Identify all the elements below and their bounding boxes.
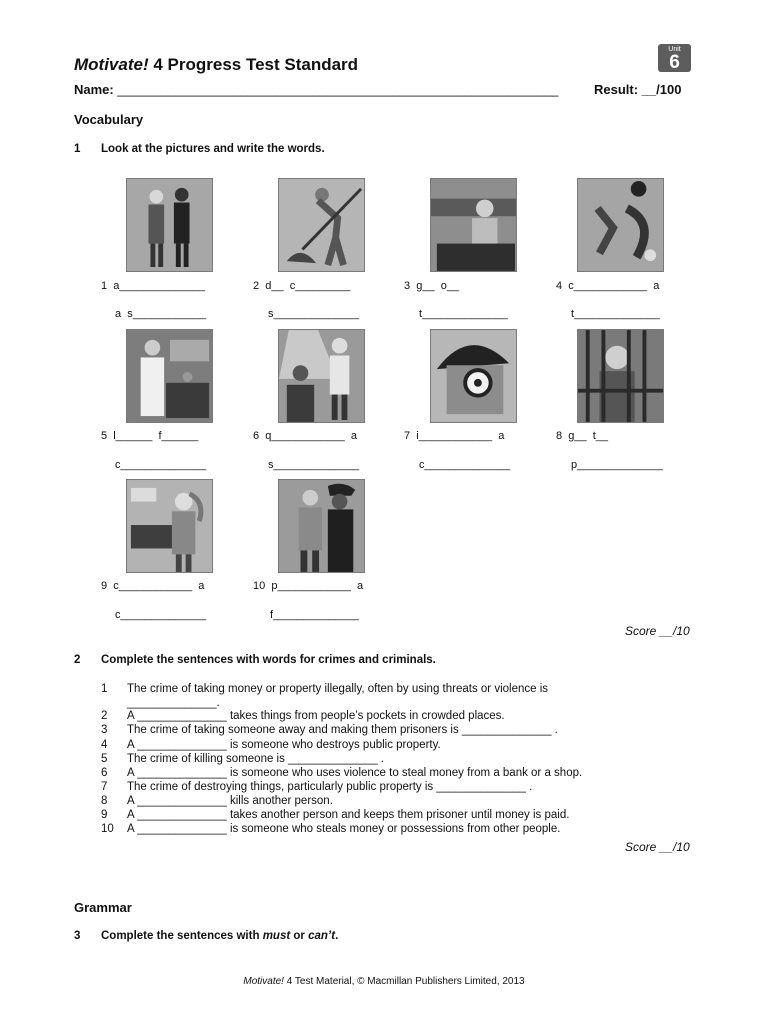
exercise-1-score: Score __/10	[625, 624, 690, 638]
title-text: 4 Progress Test Standard	[148, 55, 359, 74]
word-must: must	[262, 930, 291, 942]
item-8-line2: p______________	[571, 459, 663, 471]
item-7-line2: c______________	[419, 459, 511, 471]
sentence-row	[101, 683, 548, 695]
section-vocabulary: Vocabulary	[74, 112, 144, 127]
item-2-line2: s______________	[268, 308, 360, 320]
picture-2-digging	[278, 178, 365, 272]
sentence-row	[101, 710, 505, 722]
footer-text: 4 Test Material, © Macmillan Publishers Limited, 2013	[283, 976, 525, 987]
item-4-line2: t______________	[571, 308, 660, 320]
sentence-number: 8	[101, 795, 108, 807]
sentence-text: ______________.	[127, 697, 220, 709]
picture-8-jail	[577, 329, 664, 423]
item-6-line1: 6 q____________ a	[253, 430, 357, 442]
word-or: or	[290, 930, 309, 942]
item-1-line2: a s____________	[115, 308, 207, 320]
exercise-3-number: 3	[74, 930, 81, 942]
sentence-text: A ______________ takes things from people’s pockets in crowded places.	[127, 710, 505, 722]
sentence-number: 6	[101, 767, 108, 779]
sentence-number: 10	[101, 823, 114, 835]
page-footer	[0, 976, 768, 987]
sentence-row	[101, 767, 582, 779]
exercise-3-text-post: .	[335, 930, 339, 942]
footer-brand: Motivate!	[243, 976, 284, 987]
sentence-number: 5	[101, 753, 108, 765]
exercise-3-instruction	[74, 930, 338, 942]
word-cant: can’t	[308, 930, 336, 942]
exercise-1-instruction	[74, 143, 325, 155]
sentence-row	[101, 795, 333, 807]
item-9-line1: 9 c____________ a	[101, 580, 205, 592]
sentence-row	[101, 781, 532, 793]
exercise-2-number: 2	[74, 654, 81, 666]
unit-label: Unit	[668, 46, 681, 53]
sentence-row	[101, 697, 220, 709]
result-score: Result: __/100	[594, 82, 682, 97]
sentence-text: A ______________ is someone who destroys public property.	[127, 739, 441, 751]
sentence-row	[101, 739, 441, 751]
sentence-number: 3	[101, 724, 108, 736]
sentence-row	[101, 809, 569, 821]
sentence-row	[101, 724, 558, 736]
item-5-line2: c______________	[115, 459, 207, 471]
picture-6-question	[278, 329, 365, 423]
item-3-line2: t______________	[419, 308, 508, 320]
sentence-number: 9	[101, 809, 108, 821]
item-4-line1: 4 c____________ a	[556, 280, 660, 292]
item-10-line2: f______________	[270, 609, 359, 621]
sentence-number: 1	[101, 683, 108, 695]
exercise-2-score: Score __/10	[625, 840, 690, 854]
unit-number: 6	[669, 52, 680, 73]
sentence-number: 4	[101, 739, 108, 751]
picture-10-pickpocket	[278, 479, 365, 573]
sentence-row	[101, 823, 560, 835]
picture-1-arrest	[126, 178, 213, 272]
item-6-line2: s______________	[268, 459, 360, 471]
exercise-3-text-pre: Complete the sentences with	[101, 930, 263, 942]
sentence-text: The crime of taking someone away and making them prisoners is ______________ .	[127, 724, 558, 736]
picture-9-shoplifting	[126, 479, 213, 573]
picture-4-mugging	[577, 178, 664, 272]
sentence-text: A ______________ takes another person and keeps them prisoner until money is paid.	[127, 809, 570, 821]
exercise-2-text: Complete the sentences with words for crimes and criminals.	[101, 654, 436, 666]
name-label: Name:	[74, 82, 114, 97]
exercise-1-text: Look at the pictures and write the words.	[101, 143, 325, 155]
sentence-text: A ______________ is someone who steals money or possessions from other people.	[127, 823, 561, 835]
item-10-line1: 10 p____________ a	[253, 580, 364, 592]
picture-5-lie	[126, 329, 213, 423]
picture-7-investigate	[430, 329, 517, 423]
item-1-line1: 1 a______________	[101, 280, 205, 292]
page-title	[74, 55, 358, 75]
sentence-number: 2	[101, 710, 108, 722]
section-grammar: Grammar	[74, 900, 132, 915]
sentence-number: 7	[101, 781, 108, 793]
item-7-line1: 7 i____________ a	[404, 430, 505, 442]
sentence-text: The crime of killing someone is ______________ .	[127, 753, 384, 765]
sentence-text: The crime of destroying things, particularly public property is ______________ .	[127, 781, 533, 793]
sentence-row	[101, 753, 384, 765]
sentence-text: A ______________ kills another person.	[127, 795, 333, 807]
unit-badge	[658, 44, 691, 72]
exercise-2-instruction	[74, 654, 436, 666]
item-3-line1: 3 g__ o__	[404, 280, 460, 292]
picture-3-court	[430, 178, 517, 272]
sentence-text: The crime of taking money or property illegally, often by using threats or violence is	[127, 683, 549, 695]
sentence-text: A ______________ is someone who uses violence to steal money from a bank or a shop.	[127, 767, 583, 779]
item-9-line2: c______________	[115, 609, 207, 621]
brand-name: Motivate!	[74, 55, 149, 74]
item-5-line1: 5 l______ f______	[101, 430, 199, 442]
exercise-1-number: 1	[74, 143, 81, 155]
name-line: _____________________________________________________________	[117, 82, 559, 97]
item-8-line1: 8 g__ t__	[556, 430, 608, 442]
item-2-line1: 2 d__ c_________	[253, 280, 351, 292]
name-field	[74, 82, 558, 97]
